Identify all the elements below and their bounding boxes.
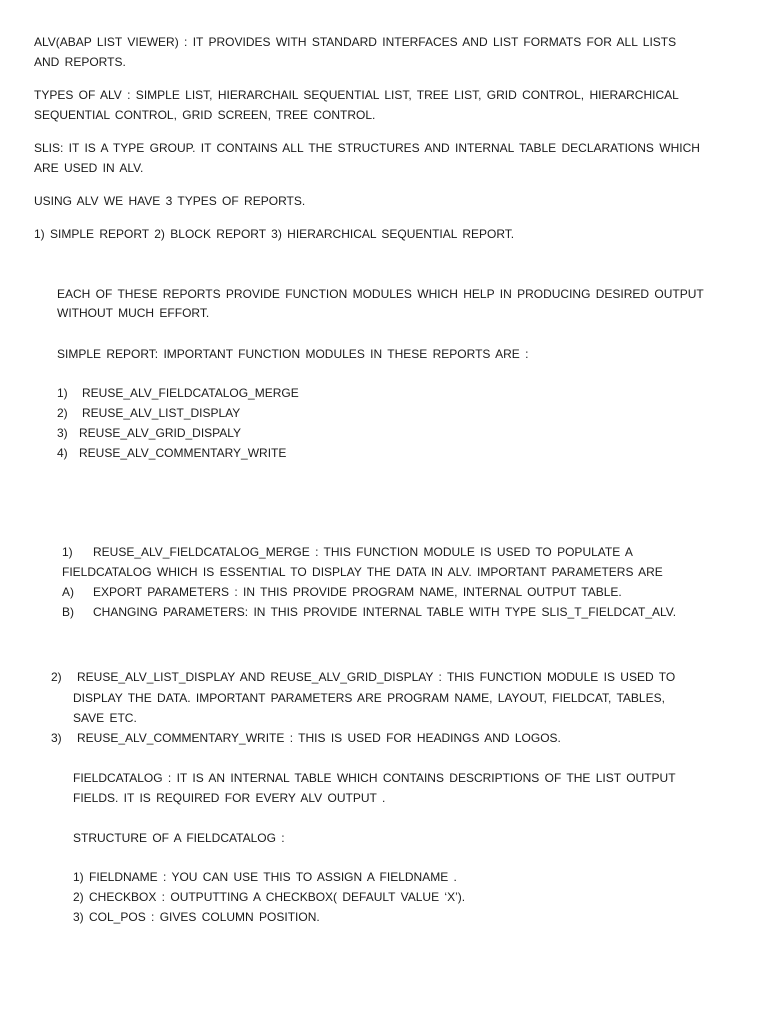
export-letter: A) (62, 585, 74, 599)
list-item-number: 2) (57, 406, 68, 420)
structure-heading: STRUCTURE OF A FIELDCATALOG : (73, 831, 285, 845)
list-item-number: 4) (57, 446, 68, 460)
display-number: 2) (51, 670, 62, 684)
list-item-number: 3) (57, 426, 68, 440)
function-module-name: REUSE_ALV_GRID_DISPALY (79, 426, 242, 440)
alv-definition-line-2: AND REPORTS. (34, 55, 126, 69)
fieldcatalog-desc-line-2: FIELDS. IT IS REQUIRED FOR EVERY ALV OUTPUT . (73, 791, 386, 805)
reports-intro-line-1: EACH OF THESE REPORTS PROVIDE FUNCTION MODULES WHICH HELP IN PRODUCING DESIRED OUTPUT (57, 287, 704, 301)
list-item: 1) FIELDNAME : YOU CAN USE THIS TO ASSIGN A FIELDNAME . (73, 870, 457, 884)
changing-parameters-line (62, 605, 676, 619)
list-item-number: 1) (57, 386, 68, 400)
alv-definition-line-1: ALV(ABAP LIST VIEWER) : IT PROVIDES WITH STANDARD INTERFACES AND LIST FORMATS FOR ALL LISTS (34, 35, 677, 49)
function-module-name: REUSE_ALV_LIST_DISPLAY (82, 406, 241, 420)
list-item: 3) COL_POS : GIVES COLUMN POSITION. (73, 910, 320, 924)
display-line-2: DISPLAY THE DATA. IMPORTANT PARAMETERS ARE PROGRAM NAME, LAYOUT, FIELDCAT, TABLES, (73, 691, 665, 705)
fieldcatalog-desc-line-1: FIELDCATALOG : IT IS AN INTERNAL TABLE WHICH CONTAINS DESCRIPTIONS OF THE LIST OUTPUT (73, 771, 676, 785)
using-alv-line: USING ALV WE HAVE 3 TYPES OF REPORTS. (34, 194, 306, 208)
display-line-1 (51, 670, 675, 684)
commentary-line (51, 731, 561, 745)
commentary-number: 3) (51, 731, 62, 745)
display-text: REUSE_ALV_LIST_DISPLAY AND REUSE_ALV_GRID_DISPLAY : THIS FUNCTION MODULE IS USED TO (77, 670, 676, 684)
export-text: EXPORT PARAMETERS : IN THIS PROVIDE PROGRAM NAME, INTERNAL OUTPUT TABLE. (93, 585, 622, 599)
merge-line-2: FIELDCATALOG WHICH IS ESSENTIAL TO DISPLAY THE DATA IN ALV. IMPORTANT PARAMETERS ARE (62, 565, 663, 579)
changing-letter: B) (62, 605, 74, 619)
merge-line-1 (62, 545, 633, 559)
list-item: 2) CHECKBOX : OUTPUTTING A CHECKBOX( DEFAULT VALUE ‘X’). (73, 890, 466, 904)
changing-text: CHANGING PARAMETERS: IN THIS PROVIDE INTERNAL TABLE WITH TYPE SLIS_T_FIELDCAT_ALV. (93, 605, 677, 619)
list-item (57, 426, 241, 440)
function-module-name: REUSE_ALV_COMMENTARY_WRITE (79, 446, 287, 460)
alv-types-line-1: TYPES OF ALV : SIMPLE LIST, HIERARCHAIL SEQUENTIAL LIST, TREE LIST, GRID CONTROL, HIERARCHICAL (34, 88, 679, 102)
list-item (57, 406, 240, 420)
display-line-3: SAVE ETC. (73, 711, 137, 725)
list-item (57, 386, 299, 400)
slis-line-1: SLIS: IT IS A TYPE GROUP. IT CONTAINS ALL THE STRUCTURES AND INTERNAL TABLE DECLARATIONS WHICH (34, 141, 700, 155)
merge-number: 1) (62, 545, 73, 559)
reports-intro-line-2: WITHOUT MUCH EFFORT. (57, 306, 210, 320)
export-parameters-line (62, 585, 622, 599)
merge-text: REUSE_ALV_FIELDCATALOG_MERGE : THIS FUNCTION MODULE IS USED TO POPULATE A (93, 545, 633, 559)
function-module-name: REUSE_ALV_FIELDCATALOG_MERGE (82, 386, 299, 400)
simple-report-heading: SIMPLE REPORT: IMPORTANT FUNCTION MODULES IN THESE REPORTS ARE : (57, 347, 529, 361)
list-item (57, 446, 286, 460)
slis-line-2: ARE USED IN ALV. (34, 161, 144, 175)
alv-types-line-2: SEQUENTIAL CONTROL, GRID SCREEN, TREE CONTROL. (34, 108, 376, 122)
report-types-line: 1) SIMPLE REPORT 2) BLOCK REPORT 3) HIERARCHICAL SEQUENTIAL REPORT. (34, 227, 515, 241)
commentary-text: REUSE_ALV_COMMENTARY_WRITE : THIS IS USED FOR HEADINGS AND LOGOS. (77, 731, 561, 745)
